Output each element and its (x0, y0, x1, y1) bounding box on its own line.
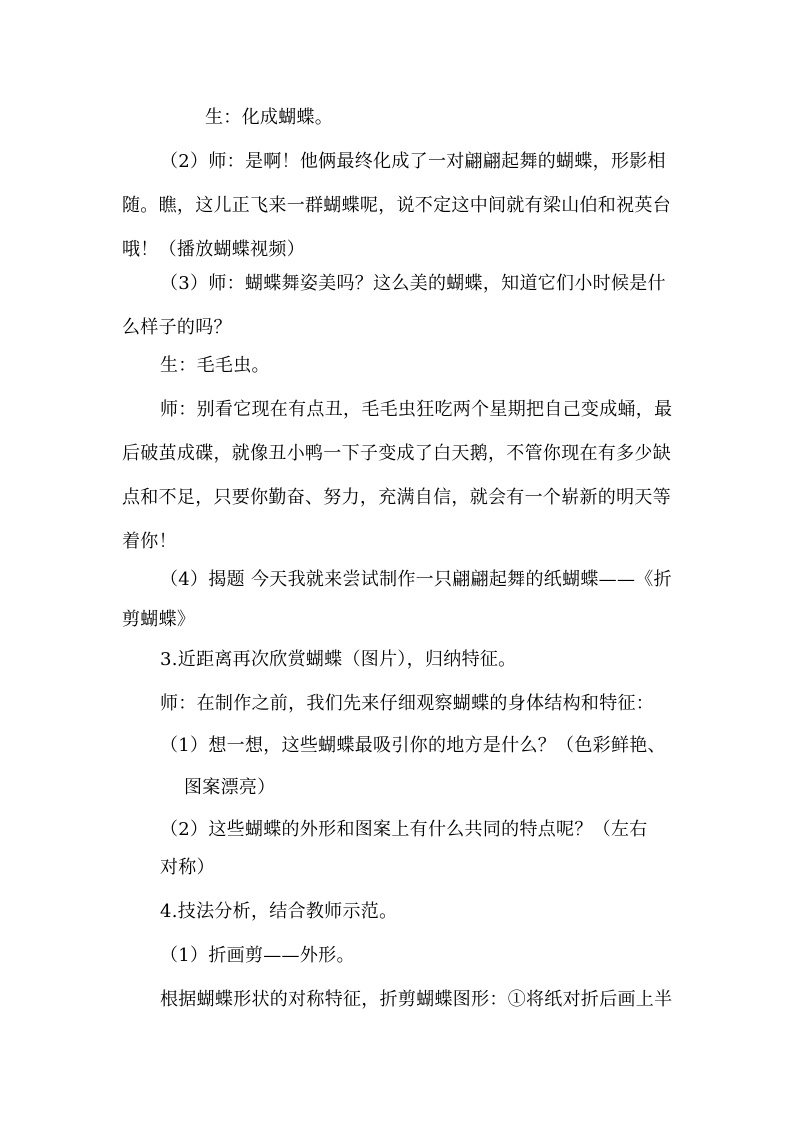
text-line: 师：在制作之前，我们先来仔细观察蝴蝶的身体结构和特征： (160, 693, 655, 714)
text-line: （4）揭题 今天我就来尝试制作一只翩翩起舞的纸蝴蝶——《折 (160, 569, 672, 590)
text-line: （2）师：是啊！他俩最终化成了一对翩翩起舞的蝴蝶，形影相 (160, 151, 666, 172)
text-line: 根据蝴蝶形状的对称特征，折剪蝴蝶图形：①将纸对折后画上半 (160, 989, 673, 1010)
text-line: （3）师：蝴蝶舞姿美吗？这么美的蝴蝶，知道它们小时候是什 (160, 273, 666, 294)
text-line: 剪蝴蝶》 (122, 609, 196, 630)
text-line: 生：毛毛虫。 (160, 355, 270, 376)
text-line: 后破茧成碟，就像丑小鸭一下子变成了白天鹅，不管你现在有多少缺 (122, 443, 671, 464)
text-line: 对称） (160, 857, 215, 878)
text-line: 点和不足，只要你勤奋、努力，充满自信，就会有一个崭新的明天等 (122, 487, 671, 508)
text-line: （1）想一想，这些蝴蝶最吸引你的地方是什么？（色彩鲜艳、 (160, 735, 666, 756)
text-line: 4.技法分析，结合教师示范。 (160, 901, 398, 922)
text-line: 图案漂亮） (184, 777, 276, 798)
text-line: （1）折画剪——外形。 (160, 945, 355, 966)
text-line: 随。瞧，这儿正飞来一群蝴蝶呢，说不定这中间就有梁山伯和祝英台 (122, 195, 671, 216)
text-line: 哦！（播放蝴蝶视频） (122, 239, 305, 260)
text-line: 着你！ (122, 531, 177, 552)
text-line: 师：别看它现在有点丑，毛毛虫狂吃两个星期把自己变成蛹，最 (160, 399, 673, 420)
text-line: 么样子的吗？ (122, 317, 232, 338)
text-line: （2）这些蝴蝶的外形和图案上有什么共同的特点呢？（左右 (160, 819, 648, 840)
text-line: 3.近距离再次欣赏蝴蝶（图片），归纳特征。 (160, 649, 517, 670)
text-line: 生：化成蝴蝶。 (205, 107, 334, 128)
